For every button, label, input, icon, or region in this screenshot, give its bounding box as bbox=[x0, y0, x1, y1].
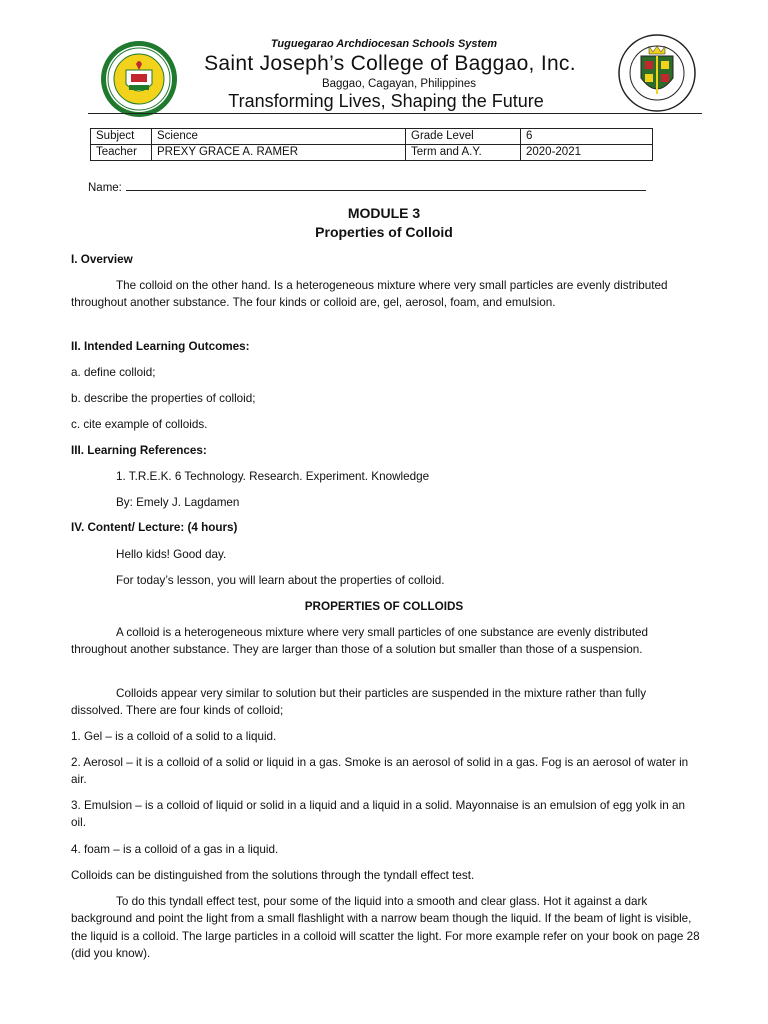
module-info-table bbox=[90, 128, 653, 161]
reference-item: 1. T.R.E.K. 6 Technology. Research. Experiment. Knowledge bbox=[116, 470, 430, 483]
overview-text: The colloid on the other hand. Is a heterogeneous mixture where very small particles are evenly distributed throughout another substance. The four kinds or colloid are, gel, aerosol, foam, and emulsion. bbox=[71, 279, 668, 310]
overview-heading: I. Overview bbox=[71, 253, 133, 266]
reference-author: By: Emely J. Lagdamen bbox=[116, 496, 240, 509]
student-name-field bbox=[88, 180, 646, 194]
module-title: MODULE 3 bbox=[347, 205, 421, 221]
colloid-kind-emulsion: 3. Emulsion – is a colloid of liquid or solid in a liquid and a liquid in a solid. Mayonnaise is an emulsion of egg yolk in an oil. bbox=[71, 799, 685, 830]
colloid-kind-foam: 4. foam – is a colloid of a gas in a liquid. bbox=[71, 843, 279, 856]
name-label: Name: bbox=[88, 182, 122, 194]
colloid-kind-aerosol: 2. Aerosol – it is a colloid of a solid or liquid in a gas. Smoke is an aerosol of solid in a gas. Fog is an aerosol of water in air. bbox=[71, 756, 689, 787]
teacher-label: Teacher bbox=[91, 145, 152, 161]
content-heading: IV. Content/ Lecture: (4 hours) bbox=[71, 521, 238, 534]
term-label: Term and A.Y. bbox=[406, 145, 521, 161]
colloid-kinds-intro-paragraph: Colloids appear very similar to solution but their particles are suspended in the mixture rather than fully dissolved. There are four kinds of colloid; bbox=[71, 687, 647, 718]
colloid-kind-gel: 1. Gel – is a colloid of a solid to a liquid. bbox=[71, 730, 277, 743]
tyndall-test-paragraph: To do this tyndall effect test, pour some of the liquid into a smooth and clear glass. Hot it against a dark background and point the light from a small flashlight with a narrow beam though the liquid. If the beam of light is visible, the liquid is a colloid. The large particles in a colloid will scatter the light. For more example refer on your book on page 28 (did you know). bbox=[71, 895, 700, 961]
term-value: 2020-2021 bbox=[521, 145, 653, 161]
references-heading: III. Learning References: bbox=[71, 444, 207, 457]
table-row bbox=[91, 145, 653, 161]
outcome-item: c. cite example of colloids. bbox=[71, 418, 208, 431]
subject-value: Science bbox=[152, 129, 406, 145]
header-divider bbox=[88, 113, 702, 114]
section-title: PROPERTIES OF COLLOIDS bbox=[304, 600, 464, 613]
module-subtitle: Properties of Colloid bbox=[315, 224, 453, 240]
table-row bbox=[91, 129, 653, 145]
outcome-item: b. describe the properties of colloid; bbox=[71, 392, 256, 405]
college-name: Saint Joseph’s College of Baggao, Inc. bbox=[204, 52, 576, 75]
grade-level-label: Grade Level bbox=[406, 129, 521, 145]
greeting-text: Hello kids! Good day. bbox=[116, 548, 227, 561]
teacher-value: PREXY GRACE A. RAMER bbox=[152, 145, 406, 161]
subject-label: Subject bbox=[91, 129, 152, 145]
intro-text: For today’s lesson, you will learn about the properties of colloid. bbox=[116, 574, 445, 587]
outcomes-heading: II. Intended Learning Outcomes: bbox=[71, 340, 250, 353]
school-system-name: Tuguegarao Archdiocesan Schools System bbox=[270, 38, 498, 50]
name-blank-line bbox=[126, 180, 646, 191]
outcome-item: a. define colloid; bbox=[71, 366, 156, 379]
colloid-definition-paragraph: A colloid is a heterogeneous mixture where very small particles of one substance are evenly distributed throughout another substance. They are larger than those of a solution but smaller than those of a suspension. bbox=[71, 626, 649, 657]
archdiocesan-seal-logo bbox=[612, 34, 702, 112]
college-tagline: Transforming Lives, Shaping the Future bbox=[228, 91, 544, 111]
grade-level-value: 6 bbox=[521, 129, 653, 145]
college-address: Baggao, Cagayan, Philippines bbox=[321, 78, 477, 90]
tyndall-intro-text: Colloids can be distinguished from the solutions through the tyndall effect test. bbox=[71, 869, 475, 882]
